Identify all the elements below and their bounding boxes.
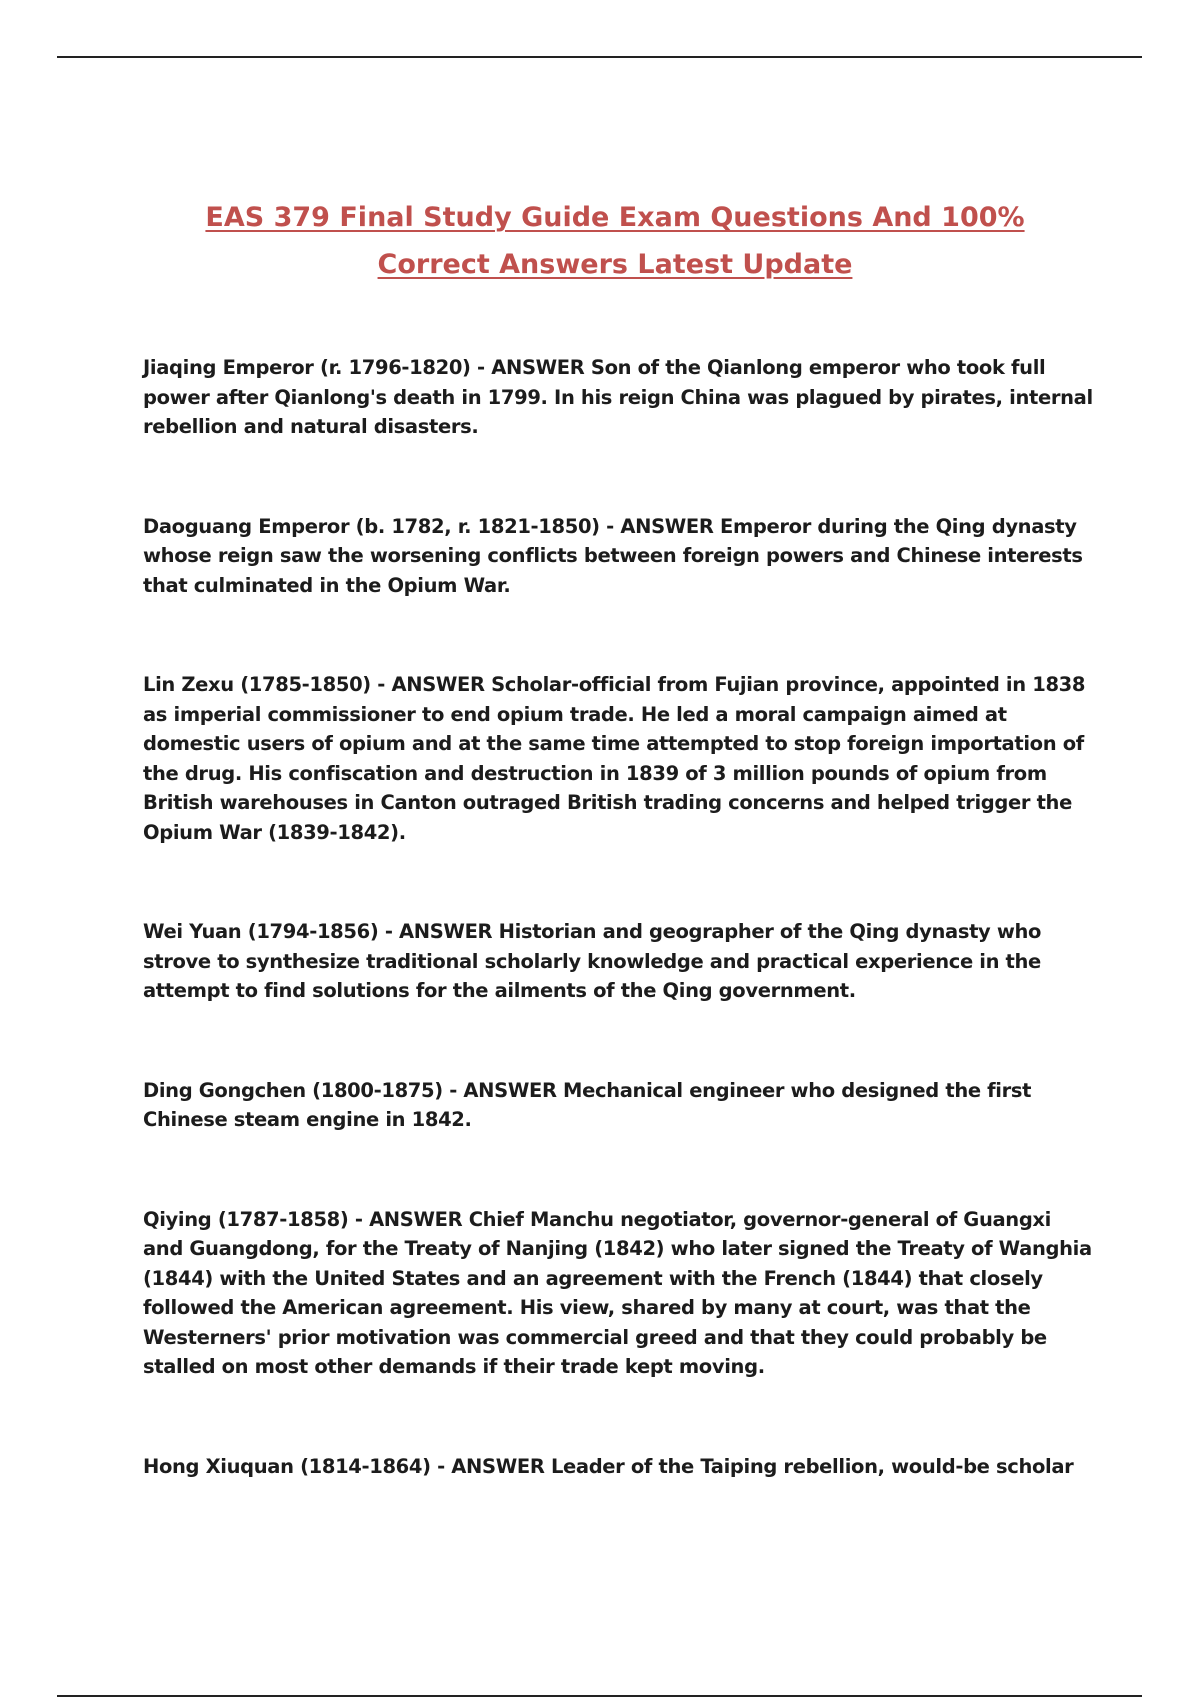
qa-entry: Lin Zexu (1785-1850) - ANSWER Scholar-official from Fujian province, appointed in 1838 as imperial commissioner to end opium trade. He led a moral campaign aimed at domestic users of opium and at the same time attempted to stop foreign importation of the drug. His confiscation and destruction in 1839 of 3 million pounds of opium from British warehouses in Canton outraged British trading concerns and helped trigger the Opium War (1839-1842).	[143, 673, 1086, 844]
title-line-2: Correct Answers Latest Update	[377, 249, 853, 280]
footer-rule	[57, 1695, 1142, 1697]
title-line-1: EAS 379 Final Study Guide Exam Questions And 100%	[205, 202, 1025, 233]
document-title	[150, 194, 1080, 288]
qa-entry: Ding Gongchen (1800-1875) - ANSWER Mechanical engineer who designed the first Chinese steam engine in 1842.	[143, 1078, 1032, 1131]
qa-entry: Daoguang Emperor (b. 1782, r. 1821-1850) - ANSWER Emperor during the Qing dynasty whose reign saw the worsening conflicts between foreign powers and Chinese interests that culminated in the Opium War.	[143, 514, 1083, 597]
qa-entry: Wei Yuan (1794-1856) - ANSWER Historian and geographer of the Qing dynasty who strove to synthesize traditional scholarly knowledge and practical experience in the attempt to find solutions for the ailments of the Qing government.	[143, 920, 1042, 1002]
qa-entry: Hong Xiuquan (1814-1864) - ANSWER Leader of the Taiping rebellion, would-be scholar	[143, 1454, 1074, 1478]
qa-entry: Jiaqing Emperor (r. 1796-1820) - ANSWER Son of the Qianlong emperor who took full power after Qianlong's death in 1799. In his reign China was plagued by pirates, internal rebellion and natural disasters.	[143, 356, 1093, 438]
qa-list	[143, 353, 1093, 1481]
header-rule	[57, 56, 1142, 58]
qa-entry: Qiying (1787-1858) - ANSWER Chief Manchu negotiator, governor-general of Guangxi and Guangdong, for the Treaty of Nanjing (1842) who later signed the Treaty of Wanghia (1844) with the United States and an agreement with the French (1844) that closely followed the American agreement. His view, shared by many at court, was that the Westerners' prior motivation was commercial greed and that they could probably be stalled on most other demands if their trade kept moving.	[143, 1207, 1092, 1378]
